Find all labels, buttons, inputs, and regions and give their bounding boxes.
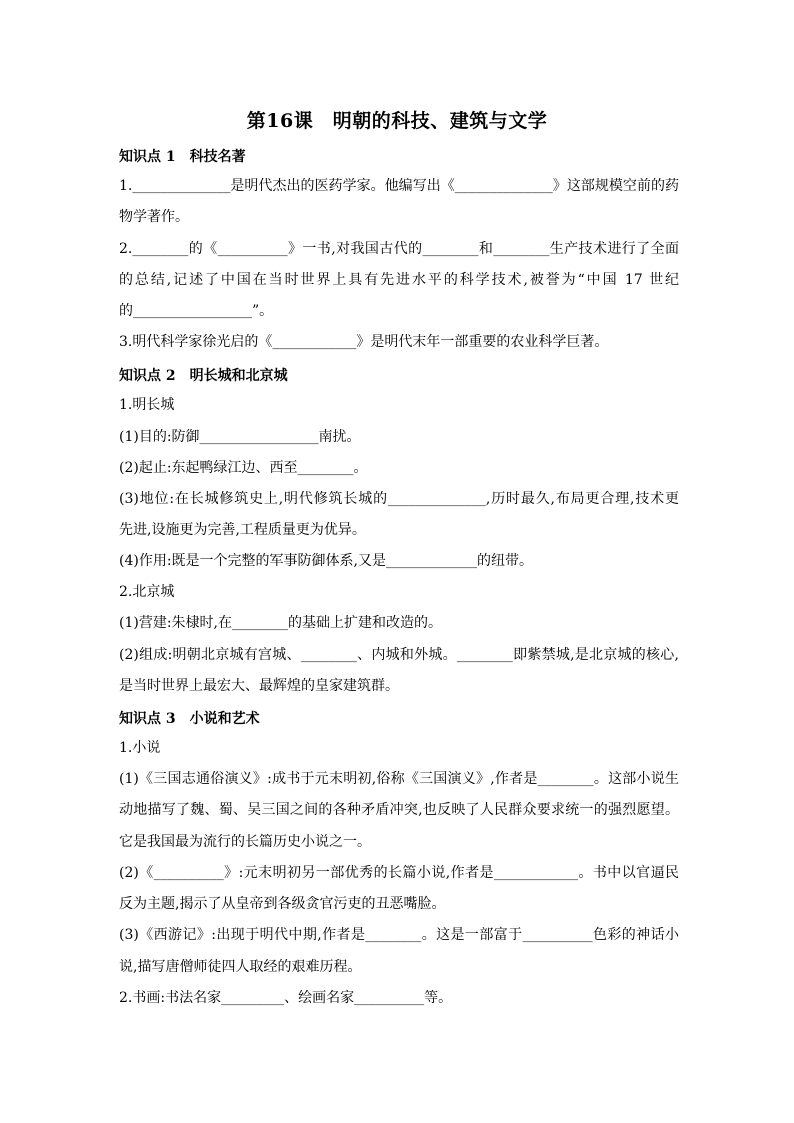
kp3-line-2: (1)《三国志通俗演义》:成书于元末明初,俗称《三国演义》,作者是________。这部小说生 (119, 771, 679, 787)
kp3-line-3: 动地描写了魏、蜀、吴三国之间的各种矛盾冲突,也反映了人民群众要求统一的强烈愿望。 (119, 802, 679, 818)
page-title: 第16课 明朝的科技、建筑与文学 (246, 110, 548, 132)
kp3-line-9: 2.书画:书法名家_________、绘画名家__________等。 (119, 990, 453, 1006)
kp2-line-2: (1)目的:防御_________________南扰。 (119, 429, 361, 445)
kp3-line-4: 它是我国最为流行的长篇历史小说之一。 (119, 834, 371, 850)
section-heading-kp1: 知识点 1 科技名著 (119, 149, 246, 165)
kp2-line-3: (2)起止:东起鸭绿江边、西至________。 (119, 460, 368, 476)
kp1-line-5: 的_________________”。 (119, 303, 274, 319)
kp3-line-8: 说,描写唐僧师徒四人取经的艰难历程。 (119, 959, 362, 975)
kp1-line-2: 物学著作。 (119, 209, 189, 225)
section-heading-kp2: 知识点 2 明长城和北京城 (119, 368, 288, 384)
kp2-line-6: (4)作用:既是一个完整的军事防御体系,又是_____________的纽带。 (119, 553, 533, 569)
kp3-line-7: (3)《西游记》:出现于明代中期,作者是________。这是一部富于__________色彩的神话小 (119, 927, 679, 943)
kp2-line-10: 是当时世界上最宏大、最辉煌的皇家建筑群。 (119, 678, 399, 694)
kp2-line-1: 1.明长城 (119, 397, 175, 413)
section-heading-kp3: 知识点 3 小说和艺术 (119, 711, 260, 727)
kp2-line-7: 2.北京城 (119, 584, 175, 600)
kp2-line-5: 先进,设施更为完善,工程质量更为优异。 (119, 522, 366, 538)
kp1-line-6: 3.明代科学家徐光启的《____________》是明代末年一部重要的农业科学巨著。 (119, 334, 609, 350)
kp1-line-4: 的总结,记述了中国在当时世界上具有先进水平的科学技术,被誉为“中国 17 世纪 (119, 272, 679, 288)
kp2-line-4: (3)地位:在长城修筑史上,明代修筑长城的______________,历时最久,布局更合理,技术更 (119, 491, 679, 507)
kp2-line-8: (1)营建:朱棣时,在________的基础上扩建和改造的。 (119, 615, 442, 631)
kp2-line-9: (2)组成:明朝北京城有宫城、________、内城和外城。________即紫禁城,是北京城的核心, (119, 647, 679, 663)
kp3-line-1: 1.小说 (119, 740, 161, 756)
kp3-line-6: 反为主题,揭示了从皇帝到各级贪官污吏的丑恶嘴脸。 (119, 896, 446, 912)
kp1-line-1: 1.______________是明代杰出的医药学家。他编写出《______________》这部规模空前的药 (119, 178, 679, 194)
kp3-line-5: (2)《__________》:元末明初另一部优秀的长篇小说,作者是____________。书中以官逼民 (119, 865, 679, 881)
kp1-line-3: 2.________的《__________》一书,对我国古代的________和________生产技术进行了全面 (119, 241, 679, 257)
